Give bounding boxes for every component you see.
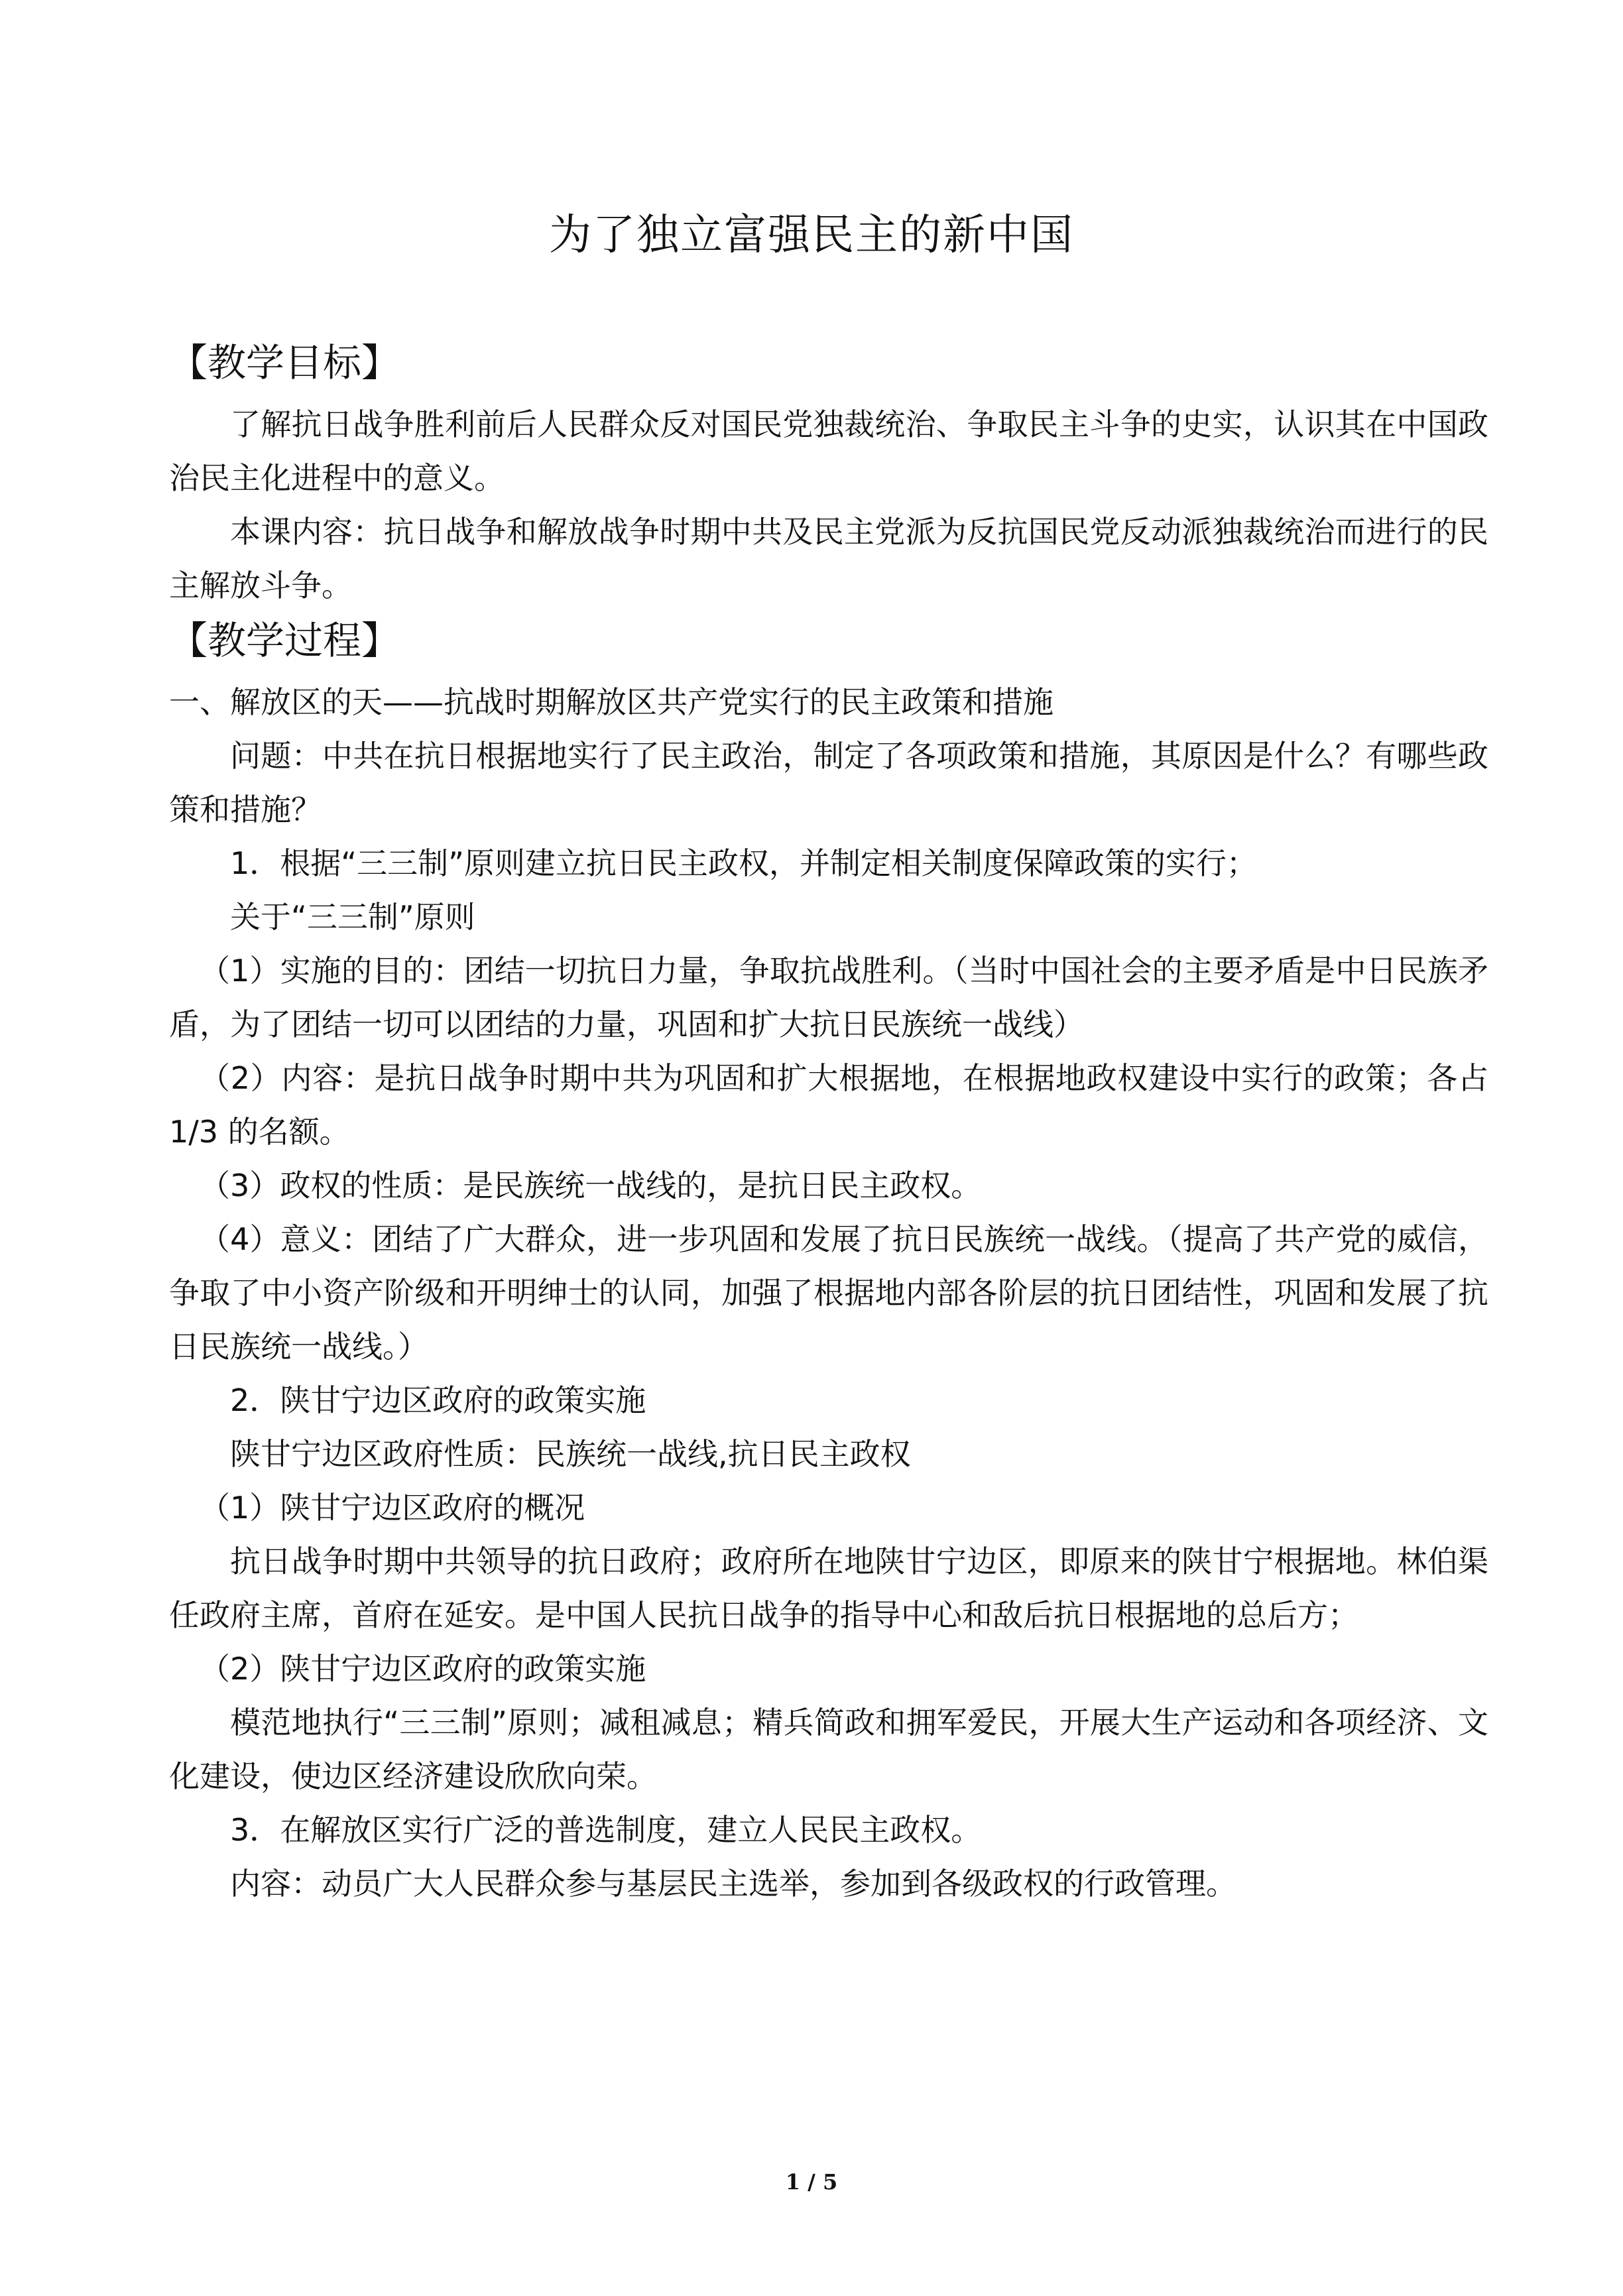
paragraph-question: 问题：中共在抗日根据地实行了民主政治，制定了各项政策和措施，其原因是什么？有哪些政策和措施？ xyxy=(169,738,1488,827)
paragraph-three-three-system: 关于“三三制”原则 xyxy=(230,899,475,935)
page-number: 1 / 5 xyxy=(785,2169,838,2195)
paragraph-content: （2）内容：是抗日战争时期中共为巩固和扩大根据地，在根据地政权建设中实行的政策；各占 1/3 的名额。 xyxy=(169,1060,1488,1150)
paragraph-point-3: 3．在解放区实行广泛的普选制度，建立人民民主政权。 xyxy=(230,1812,982,1848)
paragraph-nature: （3）政权的性质：是民族统一战线的，是抗日民主政权。 xyxy=(200,1168,982,1203)
paragraph-overview-heading: （1）陕甘宁边区政府的概况 xyxy=(200,1490,585,1526)
paragraph-point-1: 1．根据“三三制”原则建立抗日民主政权，并制定相关制度保障政策的实行； xyxy=(230,845,1257,881)
paragraph-election-content: 内容：动员广大人民群众参与基层民主选举，参加到各级政权的行政管理。 xyxy=(230,1866,1236,1902)
paragraph-policy-heading: （2）陕甘宁边区政府的政策实施 xyxy=(200,1651,646,1687)
paragraph-overview: 抗日战争时期中共领导的抗日政府；政府所在地陕甘宁边区，即原来的陕甘宁根据地。林伯渠任政府主席，首府在延安。是中国人民抗日战争的指导中心和敌后抗日根据地的总后方； xyxy=(169,1543,1488,1633)
paragraph-significance: （4）意义：团结了广大群众，进一步巩固和发展了抗日民族统一战线。（提高了共产党的威信，争取了中小资产阶级和开明绅士的认同，加强了根据地内部各阶层的抗日团结性，巩固和发展了抗日民族统一战线。） xyxy=(169,1221,1488,1364)
section-heading-objectives: 【教学目标】 xyxy=(169,340,400,385)
paragraph-policy: 模范地执行“三三制”原则；减租减息；精兵简政和拥军爱民，开展大生产运动和各项经济、文化建设，使边区经济建设欣欣向荣。 xyxy=(169,1705,1488,1794)
paragraph-lesson-content: 本课内容：抗日战争和解放战争时期中共及民主党派为反抗国民党反动派独裁统治而进行的民主解放斗争。 xyxy=(169,514,1488,603)
section-heading-process: 【教学过程】 xyxy=(169,618,400,663)
paragraph-point-2: 2．陕甘宁边区政府的政策实施 xyxy=(230,1382,646,1418)
subsection-heading-1: 一、解放区的天——抗战时期解放区共产党实行的民主政策和措施 xyxy=(169,684,1053,720)
paragraph-purpose: （1）实施的目的：团结一切抗日力量，争取抗战胜利。（当时中国社会的主要矛盾是中日民族矛盾，为了团结一切可以团结的力量，巩固和扩大抗日民族统一战线） xyxy=(169,953,1488,1042)
paragraph-government-nature: 陕甘宁边区政府性质：民族统一战线,抗日民主政权 xyxy=(230,1436,911,1472)
document-body xyxy=(169,335,1488,1911)
document-title: 为了独立富强民主的新中国 xyxy=(549,211,1074,260)
paragraph-objective-1: 了解抗日战争胜利前后人民群众反对国民党独裁统治、争取民主斗争的史实，认识其在中国政治民主化进程中的意义。 xyxy=(169,406,1488,496)
